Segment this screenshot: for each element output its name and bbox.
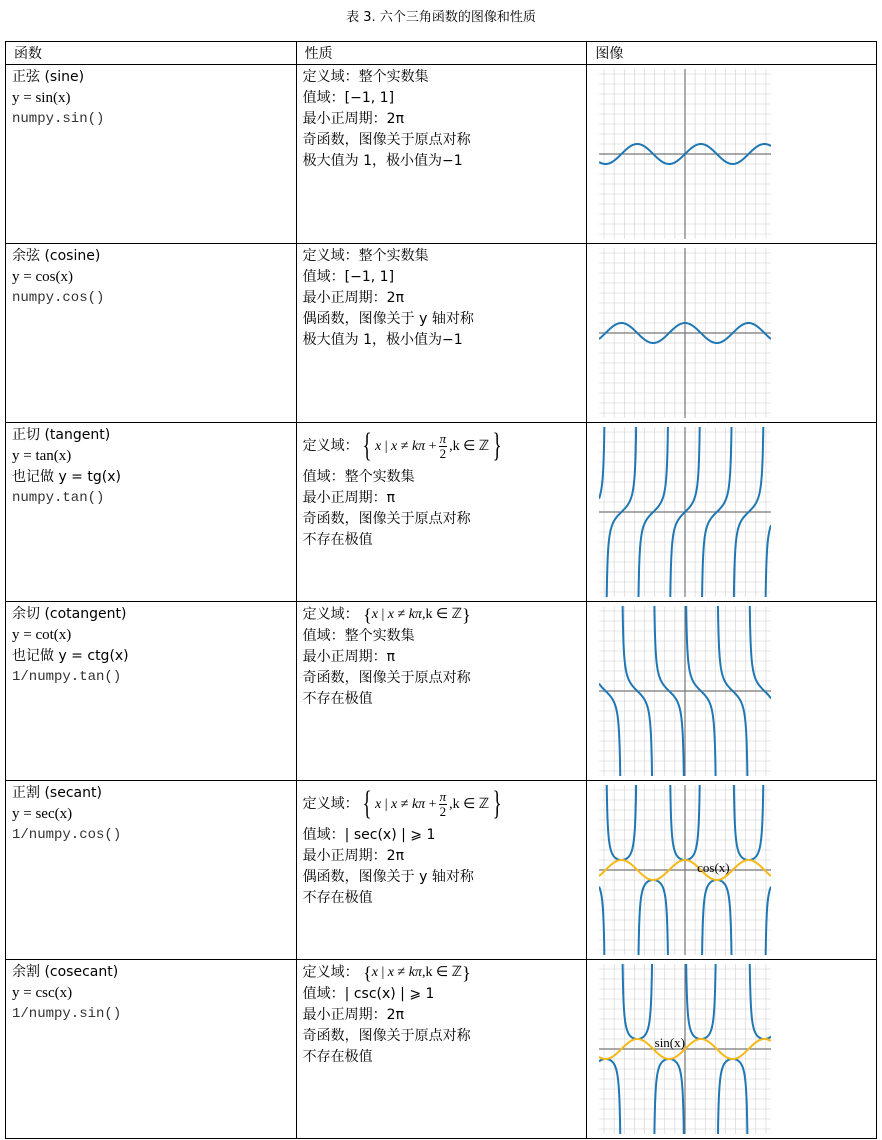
graph-cell: [587, 781, 877, 960]
graph-cell: [587, 244, 877, 423]
range-line: 值域：[−1, 1]: [302, 269, 395, 285]
set-var: x: [387, 965, 395, 980]
set-var: x: [391, 438, 398, 454]
header-graph: 图像: [587, 42, 877, 65]
pi-over-two: [439, 432, 448, 461]
frac-numerator: π: [439, 788, 447, 804]
symmetry-line: 奇函数，图像关于原点对称: [302, 132, 471, 148]
header-properties: 性质: [296, 42, 587, 65]
extrema-line: 不存在极值: [302, 532, 373, 548]
function-code: 1/numpy.sin(): [12, 1006, 122, 1022]
table-row: [6, 960, 877, 1139]
symmetry-line: 奇函数，图像关于原点对称: [302, 669, 471, 686]
right-brace: }: [462, 962, 471, 983]
frac-numerator: π: [439, 430, 447, 446]
set-bar: |: [384, 796, 388, 812]
domain-label: 定义域：: [302, 606, 359, 623]
set-var: x: [371, 965, 378, 980]
function-alias: 也记做 y = ctg(x): [12, 648, 129, 664]
function-formula: y = cot(x): [12, 627, 72, 643]
set-plus: +: [428, 438, 437, 454]
set-k-in-z: ,k ∈ ℤ: [421, 965, 463, 980]
plot-area: [599, 964, 771, 1134]
range-line: 值域：整个实数集: [302, 627, 415, 644]
table-row: [6, 602, 877, 781]
set-plus: +: [428, 796, 437, 812]
function-cell: [6, 244, 297, 423]
plot-area: [599, 427, 771, 597]
properties-cell: [296, 960, 587, 1139]
function-cell: [6, 781, 297, 960]
set-kpi: kπ: [411, 796, 426, 812]
sine-plot: [599, 69, 771, 239]
symmetry-line: 奇函数，图像关于原点对称: [302, 511, 471, 527]
range-line: 值域：[−1, 1]: [302, 90, 395, 106]
properties-cell: [296, 65, 587, 244]
left-brace: {: [362, 427, 372, 464]
set-kpi: kπ: [408, 965, 422, 980]
function-code: numpy.sin(): [12, 111, 105, 127]
symmetry-line: 偶函数，图像关于 y 轴对称: [302, 869, 474, 885]
properties-cell: [296, 602, 587, 781]
secant-plot: [599, 785, 771, 955]
header-row: [6, 42, 877, 65]
right-brace: }: [492, 785, 502, 822]
domain-label: 定义域：: [302, 69, 359, 85]
domain-line: [303, 67, 581, 88]
set-kpi: kπ: [411, 438, 426, 454]
function-name: 余弦 (cosine): [12, 248, 101, 264]
domain-label: 定义域：: [302, 248, 359, 264]
domain-value: 整个实数集: [358, 69, 429, 85]
extrema-line: 不存在极值: [302, 1048, 373, 1065]
symmetry-line: 奇函数，图像关于原点对称: [302, 1027, 471, 1044]
graph-cell: [587, 65, 877, 244]
trig-functions-table: [5, 41, 877, 1139]
period-line: 最小正周期：2π: [302, 848, 405, 864]
set-var: x: [391, 796, 398, 812]
table-row: [6, 781, 877, 960]
function-cell: [6, 602, 297, 781]
set-var: x: [371, 607, 378, 622]
set-var: x: [375, 438, 382, 454]
extrema-line: 极大值为 1，极小值为−1: [302, 332, 463, 348]
set-neq: ≠: [400, 796, 409, 812]
frac-denominator: 2: [439, 445, 447, 461]
period-line: 最小正周期：2π: [302, 290, 405, 306]
function-name: 余割 (cosecant): [12, 964, 119, 980]
set-var: x: [387, 607, 395, 622]
set-bar: |: [381, 965, 385, 980]
table-caption: 表 3. 六个三角函数的图像和性质: [346, 10, 536, 25]
set-var: x: [375, 796, 382, 812]
domain-set: [359, 429, 506, 463]
aux-curve-label: cos(x): [697, 860, 730, 875]
domain-label: 定义域：: [302, 795, 359, 812]
function-formula: y = csc(x): [12, 985, 73, 1001]
domain-line: [303, 783, 581, 825]
left-brace: {: [363, 604, 372, 625]
function-name: 正弦 (sine): [12, 69, 85, 85]
left-brace: {: [363, 962, 372, 983]
function-formula: y = tan(x): [12, 448, 72, 464]
set-kpi: kπ: [408, 607, 422, 622]
cosine-plot: [599, 248, 771, 418]
properties-cell: [296, 423, 587, 602]
set-k-in-z: ,k ∈ ℤ: [449, 796, 490, 812]
function-code: 1/numpy.cos(): [12, 827, 122, 843]
function-name: 正割 (secant): [12, 785, 102, 801]
domain-set: [363, 604, 471, 625]
set-neq: ≠: [397, 607, 406, 622]
function-name: 余切 (cotangent): [12, 606, 127, 622]
extrema-line: 不存在极值: [302, 890, 373, 906]
function-formula: y = sec(x): [12, 806, 73, 822]
domain-value: 整个实数集: [358, 248, 429, 264]
function-code: 1/numpy.tan(): [12, 669, 122, 685]
set-neq: ≠: [400, 438, 409, 454]
function-cell: [6, 65, 297, 244]
right-brace: }: [462, 604, 471, 625]
plot-area: [599, 69, 771, 239]
properties-cell: [296, 244, 587, 423]
table-row: [6, 423, 877, 602]
graph-cell: [587, 602, 877, 781]
right-brace: }: [492, 427, 502, 464]
function-code: numpy.cos(): [12, 290, 105, 306]
domain-line: [303, 425, 581, 467]
table-row: [6, 244, 877, 423]
period-line: 最小正周期：π: [302, 490, 396, 506]
period-line: 最小正周期：2π: [302, 111, 405, 127]
set-bar: |: [384, 438, 388, 454]
set-k-in-z: ,k ∈ ℤ: [421, 607, 463, 622]
domain-label: 定义域：: [302, 437, 359, 454]
range-line: 值域：| csc(x) | ⩾ 1: [302, 985, 435, 1002]
function-name: 正切 (tangent): [12, 427, 111, 443]
function-alias: 也记做 y = tg(x): [12, 469, 121, 485]
cosecant-plot: [599, 964, 771, 1134]
function-formula: y = sin(x): [12, 90, 71, 106]
set-bar: |: [381, 607, 385, 622]
aux-curve-label: sin(x): [654, 1035, 686, 1050]
frac-denominator: 2: [439, 803, 447, 819]
cotangent-plot: [599, 606, 771, 776]
extrema-line: 极大值为 1，极小值为−1: [302, 153, 463, 169]
domain-set: [363, 962, 471, 983]
plot-area: [599, 606, 771, 776]
plot-area: [599, 248, 771, 418]
domain-line: [303, 604, 581, 626]
domain-line: [303, 246, 581, 267]
period-line: 最小正周期：π: [302, 648, 396, 665]
properties-cell: [296, 781, 587, 960]
plot-area: [599, 785, 771, 955]
range-line: 值域：| sec(x) | ⩾ 1: [302, 827, 436, 843]
period-line: 最小正周期：2π: [302, 1006, 405, 1023]
function-code: numpy.tan(): [12, 490, 105, 506]
domain-set: [359, 787, 506, 821]
graph-cell: [587, 960, 877, 1139]
domain-line: [303, 962, 581, 984]
extrema-line: 不存在极值: [302, 690, 373, 707]
tangent-plot: [599, 427, 771, 597]
header-function: 函数: [6, 42, 297, 65]
table-row: [6, 65, 877, 244]
domain-label: 定义域：: [302, 964, 359, 981]
function-cell: [6, 960, 297, 1139]
set-neq: ≠: [397, 965, 406, 980]
set-k-in-z: ,k ∈ ℤ: [449, 438, 490, 454]
symmetry-line: 偶函数，图像关于 y 轴对称: [302, 311, 474, 327]
graph-cell: [587, 423, 877, 602]
function-formula: y = cos(x): [12, 269, 73, 285]
left-brace: {: [362, 785, 372, 822]
range-line: 值域：整个实数集: [302, 469, 415, 485]
pi-over-two: [439, 790, 448, 819]
function-cell: [6, 423, 297, 602]
